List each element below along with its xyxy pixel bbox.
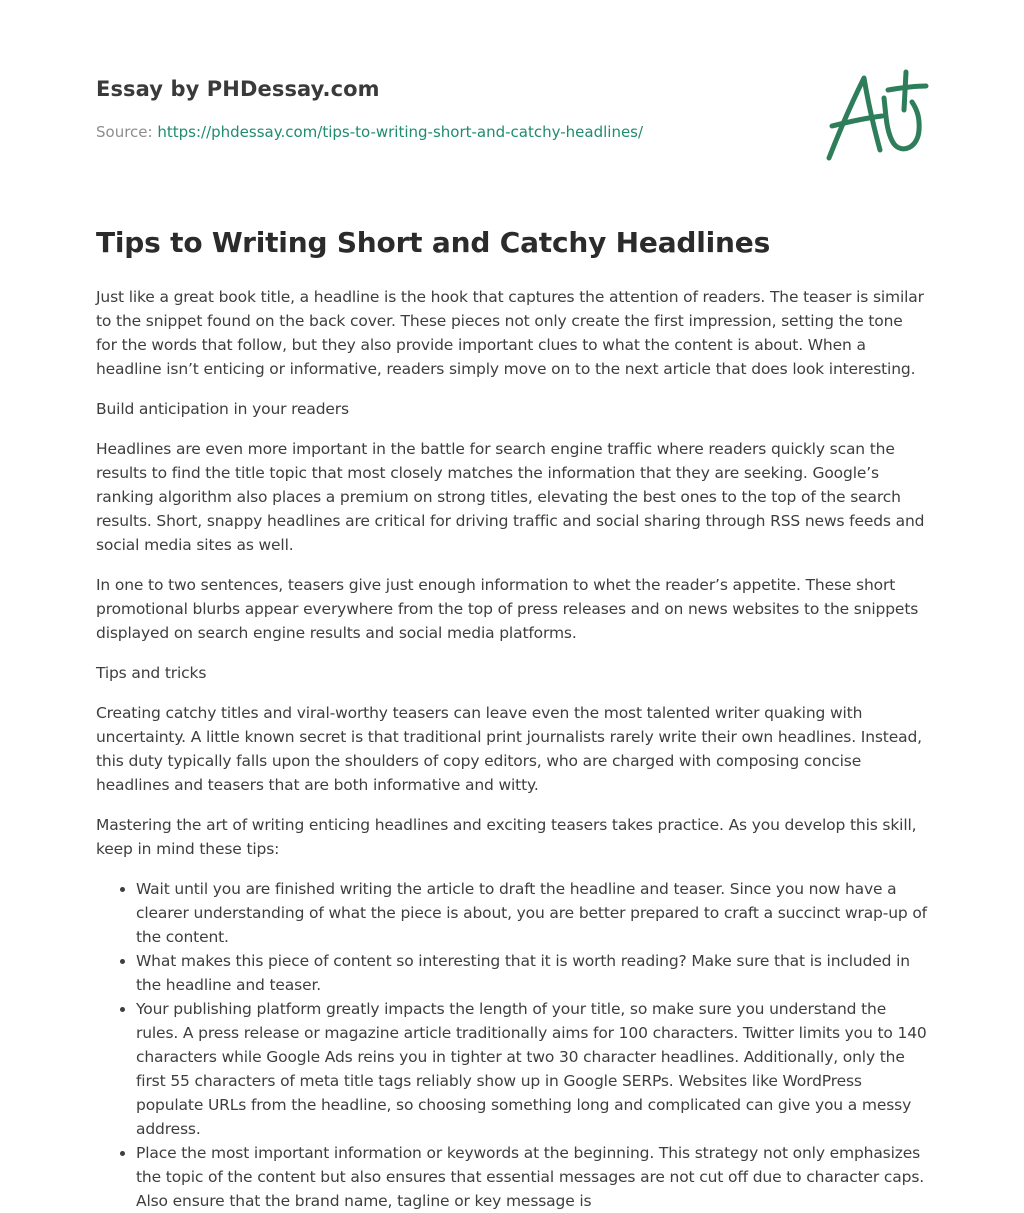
list-item: • Wait until you are finished writing the article to draft the headline and teaser. Since you now have a clearer understanding of what the piece is about, you are better prepared to craft a succinct wrap-up of the content. [136, 877, 928, 949]
paragraph: Headlines are even more important in the battle for search engine traffic where readers quickly scan the results to find the title topic that most closely matches the information that they are seeking. Google’s ranking algorithm also places a premium on strong titles, elevating the best ones to the top of the search results. Short, snappy headlines are critical for driving traffic and social sharing through RSS news feeds and social media sites as well. [96, 440, 925, 554]
source-label: Source: [96, 123, 153, 141]
paragraph: Mastering the art of writing enticing headlines and exciting teasers takes practice. As you develop this skill, keep in mind these tips: [96, 816, 917, 858]
list-item: • Your publishing platform greatly impacts the length of your title, so make sure you understand the rules. A press release or magazine article traditionally aims for 100 characters. Twitter limits you to 140 characters while Google Ads reins you in tighter at two 30 character headlines. Additionally, only the first 55 characters of meta title tags reliably show up in Google SERPs. Websites like WordPress populate URLs from the headline, so choosing something long and complicated can give you a messy address. [136, 997, 928, 1141]
paragraph: Just like a great book title, a headline is the hook that captures the attention of readers. The teaser is similar to the snippet found on the back cover. These pieces not only create the first impression, setting the tone for the words that follow, but they also provide important clues to what the content is about. When a headline isn’t enticing or informative, readers simply move on to the next article that does look interesting. [96, 288, 924, 378]
source-link[interactable]: https://phdessay.com/tips-to-writing-short-and-catchy-headlines/ [157, 123, 644, 141]
list-item: • Place the most important information or keywords at the beginning. This strategy not only emphasizes the topic of the content but also ensures that essential messages are not cut off due to character caps. Also ensure that the brand name, tagline or key message is [136, 1141, 928, 1213]
tips-list [96, 877, 928, 1213]
paragraph: In one to two sentences, teasers give just enough information to whet the reader’s appetite. These short promotional blurbs appear everywhere from the top of press releases and on news websites to the snippets displayed on search engine results and social media platforms. [96, 576, 919, 642]
brand-title: Essay by PHDessay.com [96, 77, 380, 101]
article-body [96, 285, 928, 1213]
a-plus-logo-icon [822, 68, 930, 166]
list-item: • What makes this piece of content so interesting that it is worth reading? Make sure that is included in the headline and teaser. [136, 949, 928, 997]
article-title: Tips to Writing Short and Catchy Headlines [96, 226, 771, 259]
section-heading: Tips and tricks [96, 664, 207, 682]
source-line [96, 123, 643, 141]
paragraph: Creating catchy titles and viral-worthy teasers can leave even the most talented writer quaking with uncertainty. A little known secret is that traditional print journalists rarely write their own headlines. Instead, this duty typically falls upon the shoulders of copy editors, who are charged with composing concise headlines and teasers that are both informative and witty. [96, 704, 922, 794]
section-heading: Build anticipation in your readers [96, 400, 349, 418]
